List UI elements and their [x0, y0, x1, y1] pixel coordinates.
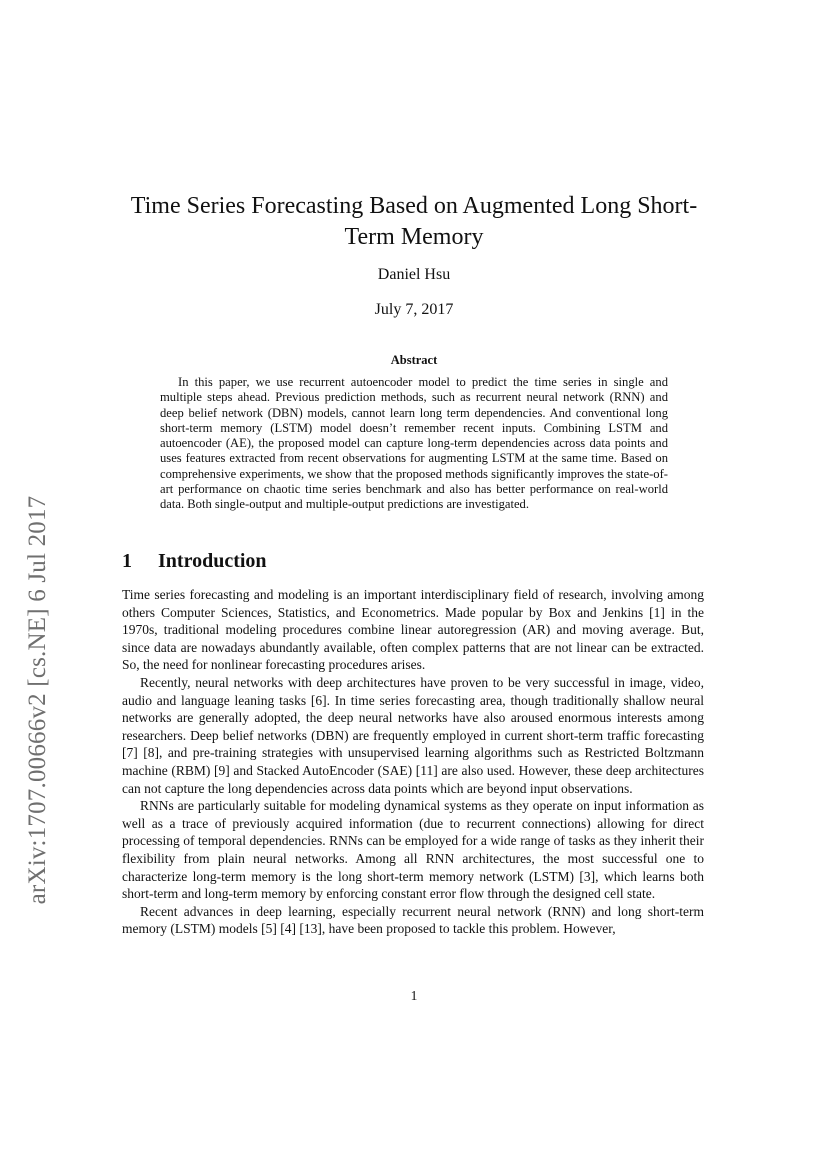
paragraph: Recent advances in deep learning, especially recurrent neural network (RNN) and long short-term memory (LSTM) models [5] [4] [13], have been proposed to tackle this problem. However, [122, 903, 704, 937]
publication-date: July 7, 2017 [374, 301, 454, 318]
abstract-heading: Abstract [390, 353, 438, 367]
paper-title: Time Series Forecasting Based on Augmented Long Short-Term Memory [130, 193, 698, 250]
paragraph: RNNs are particularly suitable for modeling dynamical systems as they operate on input information as well as a trace of previously acquired information (due to recurrent connections) allowing for direct processing of temporal dependencies. RNNs can be employed for a wide range of tasks as they inherit their flexibility from plain neural networks. Among all RNN architectures, the most successful one to characterize long-term memory is the long short-term memory network (LSTM) [3], which learns both short-term and long-term memory by enforcing constant error flow through the designed cell state. [122, 798, 704, 902]
author-name: Daniel Hsu [377, 266, 451, 283]
arxiv-identifier-stamp[interactable]: arXiv:1707.00666v2 [cs.NE] 6 Jul 2017 [24, 495, 51, 905]
section-title: Introduction [158, 550, 267, 572]
page-number: 1 [410, 988, 418, 1003]
abstract-text: In this paper, we use recurrent autoencoder model to predict the time series in single and multiple steps ahead. Previous prediction methods, such as recurrent neural network (RNN) and deep belief network (DBN) models, cannot learn long term dependencies. And conventional long short-term memory (LSTM) model doesn’t remember recent inputs. Combining LSTM and autoencoder (AE), the proposed model can capture long-term dependencies across data points and uses features extracted from recent observations for augmenting LSTM at the same time. Based on comprehensive experiments, we show that the proposed methods significantly improves the state-of-art performance on chaotic time series benchmark and also has better performance on real-world data. Both single-output and multiple-output predictions are investigated. [160, 375, 668, 512]
section-heading-introduction [122, 550, 267, 573]
section-number: 1 [122, 550, 132, 572]
introduction-body [122, 586, 704, 938]
paragraph: Recently, neural networks with deep architectures have proven to be very successful in image, video, audio and language leaning tasks [6]. In time series forecasting area, though traditionally shallow neural networks are generally adopted, the deep neural networks have also aroused enormous interests among researchers. Deep belief networks (DBN) are frequently employed in current short-term traffic forecasting [7] [8], and pre-training strategies with unsupervised learning algorithms such as Restricted Boltzmann machine (RBM) [9] and Stacked AutoEncoder (SAE) [11] are also used. However, these deep architectures can not capture the long dependencies across data points which are beyond input observations. [122, 674, 704, 796]
paragraph: Time series forecasting and modeling is an important interdisciplinary field of research, involving among others Computer Sciences, Statistics, and Econometrics. Made popular by Box and Jenkins [1] in the 1970s, traditional modeling procedures combine linear autoregression (AR) and moving average. But, since data are nowadays abundantly available, often complex patterns that are not linear can be extracted. So, the need for nonlinear forecasting procedures arises. [122, 587, 704, 673]
